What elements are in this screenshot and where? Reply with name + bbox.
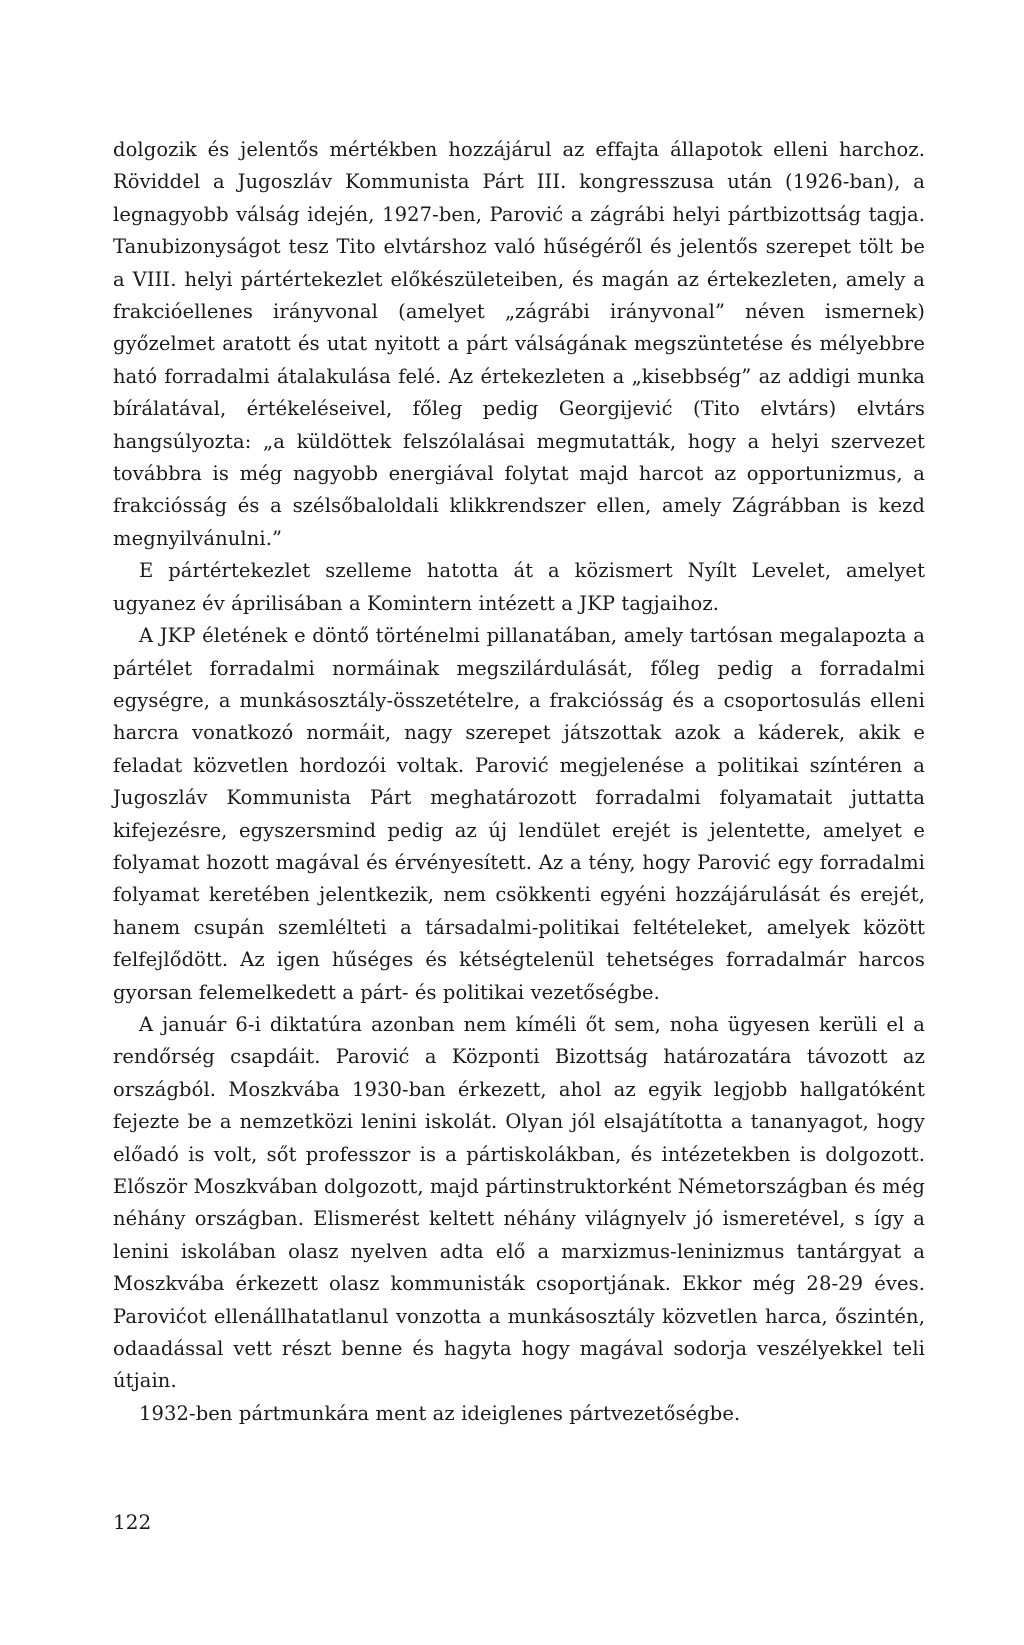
paragraph-1: dolgozik és jelentős mértékben hozzájárul az effajta állapotok elleni harchoz. Röviddel a Jugoszláv Kommunista Párt III. kongresszusa után (1926-ban), a legnagyobb válság idején, 1927-ben, Parović a zágrábi helyi pártbizottság tagja. Tanubizonyságot tesz Tito elvtárshoz való hűségéről és jelentős szerepet tölt be a VIII. helyi pártértekezlet előkészületeiben, és magán az értekezleten, amely a frakcióellenes irányvonal (amelyet „zágrábi irányvonal” néven ismernek) győzelmet aratott és utat nyitott a párt válságának megszüntetése és mélyebbre ható forradalmi átalakulása felé. Az értekezleten a „kisebbség” az addigi munka bírálatával, értékeléseivel, főleg pedig Georgijević (Tito elvtárs) elvtárs hangsúlyozta: „a küldöttek felszólalásai megmutatták, hogy a helyi szervezet továbbra is még nagyobb energiával folytat majd harcot az opportunizmus, a frakciósság és a szélsőbaloldali klikkrendszer ellen, amely Zágrábban is kezd megnyilvánulni.” xyxy=(113,138,925,550)
body-text xyxy=(113,134,925,1430)
paragraph-2: E pártértekezlet szelleme hatotta át a közismert Nyílt Levelet, amelyet ugyanez év áprilisában a Komintern intézett a JKP tagjaihoz. xyxy=(113,559,925,615)
page-number: 122 xyxy=(113,1510,152,1534)
paragraph-5: 1932-ben pártmunkára ment az ideiglenes pártvezetőségbe. xyxy=(139,1401,741,1425)
paragraph-4: A január 6-i diktatúra azonban nem kíméli őt sem, noha ügyesen kerüli el a rendőrség csapdáit. Parović a Központi Bizottság határozatára távozott az országból. Moszkvába 1930-ban érkezett, ahol az egyik legjobb hallgatóként fejezte be a nemzetközi lenini iskolát. Olyan jól elsajátította a tananyagot, hogy előadó is volt, sőt professzor is a pártiskolákban, és intézetekben is dolgozott. Először Moszkvában dolgozott, majd pártinstruktorként Németországban és még néhány országban. Elismerést keltett néhány világnyelv jó ismeretével, s így a lenini iskolában olasz nyelven adta elő a marxizmus-leninizmus tantárgyat a Moszkvába érkezett olasz kommunisták csoportjának. Ekkor még 28-29 éves. Parovićot ellenállhatatlanul vonzotta a munkásosztály közvetlen harca, őszintén, odaadással vett részt benne és hagyta hogy magával sodorja veszélyekkel teli útjain. xyxy=(113,1012,925,1393)
paragraph-3: A JKP életének e döntő történelmi pillanatában, amely tartósan megalapozta a pártélet forradalmi normáinak megszilárdulását, főleg pedig a forradalmi egységre, a munkásosztály-összetételre, a frakciósság és a csoportosulás elleni harcra vonatkozó normáit, nagy szerepet játszottak azok a káderek, akik e feladat közvetlen hordozói voltak. Parović megjelenése a politikai színtéren a Jugoszláv Kommunista Párt meghatározott forradalmi folyamatait juttatta kifejezésre, egyszersmind pedig az új lendület erejét is jelentette, amelyet e folyamat hozott magával és érvényesített. Az a tény, hogy Parović egy forradalmi folyamat keretében jelentkezik, nem csökkenti egyéni hozzájárulását és erejét, hanem csupán szemlélteti a társadalmi-politikai feltételeket, amelyek között felfejlődött. Az igen hűséges és kétségtelenül tehetséges forradalmár harcos gyorsan felemelkedett a párt- és politikai vezetőségbe. xyxy=(113,624,925,1004)
